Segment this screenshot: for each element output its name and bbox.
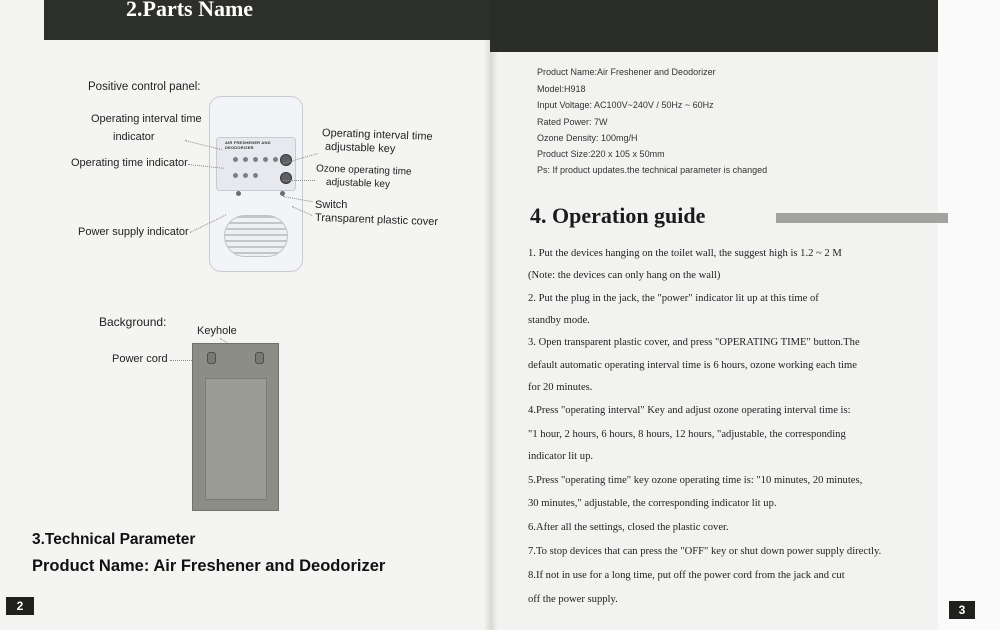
guide-line: standby mode.: [528, 315, 590, 326]
keyhole-icon: [207, 352, 216, 364]
indicator-dot: [233, 173, 238, 178]
guide-line: 1. Put the devices hanging on the toilet wall, the suggest high is 1.2 ~ 2 M: [528, 248, 842, 259]
label-transparent-cover: Transparent plastic cover: [314, 211, 439, 229]
indicator-dot: [263, 157, 268, 162]
guide-line: 6.After all the settings, closed the plastic cover.: [528, 522, 729, 533]
guide-line: 8.If not in use for a long time, put off the power cord from the jack and cut: [528, 570, 845, 581]
control-panel-image: [216, 137, 296, 191]
label-interval-key-1: Operating interval time: [321, 127, 433, 143]
operation-guide-title: 4. Operation guide: [530, 203, 706, 228]
guide-line: 7.To stop devices that can press the "OFF" key or shut down power supply directly.: [528, 546, 882, 557]
control-panel-heading: Positive control panel:: [88, 81, 201, 93]
label-ozone-key-1: Ozone operating time: [315, 163, 412, 178]
guide-line: "1 hour, 2 hours, 6 hours, 8 hours, 12 hours, "adjustable, the corresponding: [528, 429, 846, 440]
guide-line: for 20 minutes.: [528, 382, 593, 393]
indicator-dot: [243, 173, 248, 178]
technical-parameter-heading: 3.Technical Parameter: [32, 531, 196, 548]
back-panel-recess: [205, 378, 267, 500]
device-brand: AIR FRESHENER AND DEODORIZER: [225, 140, 271, 150]
guide-line: indicator lit up.: [528, 451, 594, 462]
spec-line: Input Voltage: AC100V~240V / 50Hz ~ 60Hz: [537, 100, 714, 110]
guide-line: 4.Press "operating interval" Key and adjust ozone operating interval time is:: [528, 405, 851, 416]
ozone-key-icon: [280, 172, 292, 184]
guide-line: 5.Press "operating time" key ozone operating time is: "10 minutes, 20 minutes,: [528, 475, 863, 486]
technical-product-name: Product Name: Air Freshener and Deodorizer: [32, 557, 386, 575]
indicator-dot: [243, 157, 248, 162]
page-number-right: 3: [949, 601, 975, 619]
page-edge: [938, 0, 1000, 630]
speaker-grille: [224, 215, 288, 257]
label-interval-indicator-1: Operating interval time: [91, 113, 202, 125]
guide-line: 3. Open transparent plastic cover, and press "OPERATING TIME" button.The: [528, 337, 860, 348]
guide-line: off the power supply.: [528, 594, 618, 605]
page-number-left: 2: [6, 597, 34, 615]
title-decor-bar: [776, 213, 948, 223]
label-keyhole: Keyhole: [197, 325, 237, 337]
label-interval-key-2: adjustable key: [324, 140, 396, 156]
keyhole-icon: [255, 352, 264, 364]
label-power-supply-indicator: Power supply indicator: [78, 226, 189, 238]
section-header-bar: [44, 0, 490, 40]
label-switch: Switch: [315, 199, 348, 211]
spec-line: Ps: If product updates.the technical parameter is changed: [537, 165, 768, 175]
spec-line: Product Size:220 x 105 x 50mm: [537, 149, 665, 159]
guide-line: 2. Put the plug in the jack, the "power" indicator lit up at this time of: [528, 293, 819, 304]
book-gutter: [484, 0, 498, 630]
indicator-dot: [233, 157, 238, 162]
label-interval-indicator-2: indicator: [113, 131, 155, 143]
power-indicator-dot: [236, 191, 241, 196]
spec-line: Rated Power: 7W: [537, 117, 608, 127]
device-back-image: [192, 343, 279, 511]
spec-line: Model:H918: [537, 84, 586, 94]
background-heading: Background:: [99, 315, 167, 329]
label-power-cord: Power cord: [112, 353, 168, 365]
guide-line: 30 minutes," adjustable, the corresponding indicator lit up.: [528, 498, 777, 509]
section-title: 2.Parts Name: [126, 0, 254, 21]
indicator-dot: [273, 157, 278, 162]
indicator-dot: [253, 157, 258, 162]
guide-line: default automatic operating interval time is 6 hours, ozone working each time: [528, 360, 857, 371]
right-header-bar: [490, 0, 938, 52]
label-operating-time-indicator: Operating time indicator: [71, 157, 188, 169]
spec-line: Ozone Density: 100mg/H: [537, 133, 638, 143]
label-ozone-key-2: adjustable key: [325, 176, 391, 191]
leader-line: [283, 180, 315, 181]
spec-line: Product Name:Air Freshener and Deodorizer: [537, 67, 716, 77]
device-front-image: [209, 96, 303, 272]
indicator-dot: [253, 173, 258, 178]
guide-line: (Note: the devices can only hang on the wall): [528, 270, 721, 281]
